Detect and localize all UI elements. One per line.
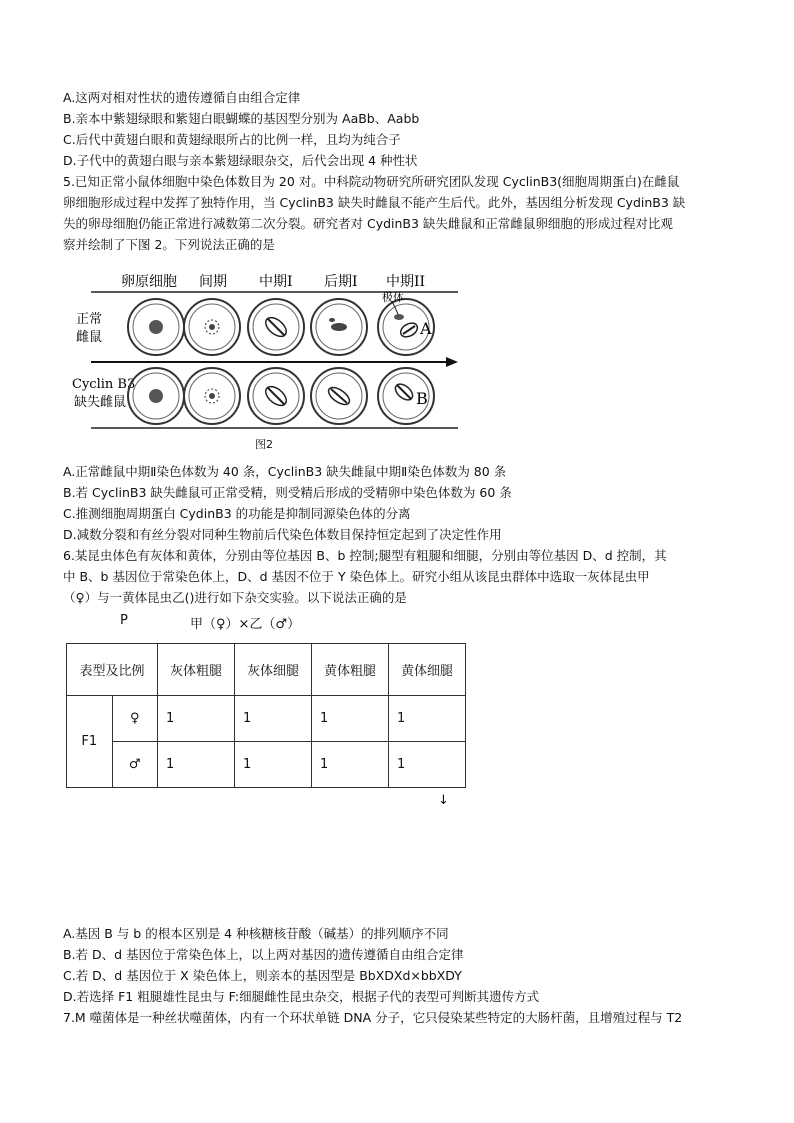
parent-cross: 甲（♀）×乙（♂） bbox=[190, 617, 301, 632]
cell-ko-interphase bbox=[184, 368, 240, 424]
q4-option-c: C.后代中黄翅白眼和黄翅绿眼所占的比例一样，且均为纯合子 bbox=[63, 132, 401, 147]
q6-stem-line: 6.某昆虫体色有灰体和黄体，分别由等位基因 B、b 控制;腿型有粗腿和细腿，分别由等位基因 D、d 控制，其 bbox=[63, 548, 667, 563]
polar-body-label: 极体 bbox=[382, 291, 404, 304]
q6-option-b: B.若 D、d 基因位于常染色体上，以上两对基因的遗传遵循自由组合定律 bbox=[63, 947, 464, 962]
cell-normal-interphase bbox=[184, 299, 240, 355]
q6-option-c: C.若 D、d 基因位于 X 染色体上，则亲本的基因型是 BbXDXd×bbXDY bbox=[63, 968, 462, 983]
table-header-cell: 表型及比例 bbox=[67, 644, 158, 696]
figure-caption: 图2 bbox=[255, 438, 273, 451]
table-header-cell: 黄体粗腿 bbox=[312, 644, 389, 696]
cell-normal-oogonium bbox=[128, 299, 184, 355]
table-cell: 1 bbox=[158, 742, 235, 788]
q5-stem-line: 察并绘制了下图 2。下列说法正确的是 bbox=[63, 237, 275, 252]
cell-division-figure bbox=[66, 266, 464, 450]
table-header-row bbox=[67, 644, 466, 696]
results-table bbox=[66, 643, 466, 788]
cell-normal-anaphase-i bbox=[311, 299, 367, 355]
parent-label: P bbox=[120, 613, 128, 628]
table-cell: 1 bbox=[389, 742, 466, 788]
table-row bbox=[67, 696, 466, 742]
stage-label: 中期I bbox=[259, 274, 293, 290]
sex-cell: ♀ bbox=[112, 696, 158, 742]
cell-ko-anaphase-i bbox=[311, 368, 367, 424]
table-cell: 1 bbox=[158, 696, 235, 742]
stage-label: 后期I bbox=[324, 274, 358, 290]
table-row bbox=[67, 742, 466, 788]
sex-cell: ♂ bbox=[112, 742, 158, 788]
q5-stem-line: 失的卵母细胞仍能正常进行减数第二次分裂。研究者对 CydinB3 缺失雌鼠和正常雌鼠卵细胞的形成过程对比观 bbox=[63, 216, 673, 231]
q4-option-a: A.这两对相对性状的遗传遵循自由组合定律 bbox=[63, 90, 301, 105]
stage-label: 卵原细胞 bbox=[121, 274, 177, 290]
q6-stem-line: 中 B、b 基因位于常染色体上，D、d 基因不位于 Y 染色体上。研究小组从该昆虫群体中选取一灰体昆虫甲 bbox=[63, 569, 650, 584]
table-cell: 1 bbox=[389, 696, 466, 742]
table-cell: 1 bbox=[312, 696, 389, 742]
q5-stem-line: 5.已知正常小鼠体细胞中染色体数目为 20 对。中科院动物研究所研究团队发现 CyclinB3(细胞周期蛋白)在雌鼠 bbox=[63, 174, 680, 189]
mark-a: A bbox=[420, 319, 432, 338]
q4-option-d: D.子代中的黄翅白眼与亲本紫翅绿眼杂交，后代会出现 4 种性状 bbox=[63, 153, 418, 168]
cell-ko-oogonium bbox=[128, 368, 184, 424]
q4-option-b: B.亲本中紫翅绿眼和紫翅白眼蝴蝶的基因型分别为 AaBb、Aabb bbox=[63, 111, 420, 126]
q6-stem-line: （♀）与一黄体昆虫乙()进行如下杂交实验。以下说法正确的是 bbox=[63, 590, 407, 605]
mark-b: B bbox=[416, 389, 428, 408]
cell-ko-metaphase-i bbox=[248, 368, 304, 424]
q7-stem-line: 7.M 噬菌体是一种丝状噬菌体，内有一个环状单链 DNA 分子，它只侵染某些特定的大肠杆菌，且增殖过程与 T2 bbox=[63, 1010, 683, 1025]
table-header-cell: 灰体粗腿 bbox=[158, 644, 235, 696]
q5-stem-line: 卵细胞形成过程中发挥了独特作用，当 CyclinB3 缺失时雌鼠不能产生后代。此外，基因组分析发现 CydinB3 缺 bbox=[63, 195, 686, 210]
q5-option-b: B.若 CyclinB3 缺失雌鼠可正常受精，则受精后形成的受精卵中染色体数为 60 条 bbox=[63, 485, 512, 500]
stage-label: 间期 bbox=[199, 274, 227, 290]
stage-label: 中期II bbox=[386, 274, 426, 290]
generation-label: F1 bbox=[67, 696, 113, 788]
q5-option-c: C.推测细胞周期蛋白 CydinB3 的功能是抑制同源染色体的分离 bbox=[63, 506, 411, 521]
q6-option-d: D.若选择 F1 粗腿雄性昆虫与 F:细腿雌性昆虫杂交，根据子代的表型可判断其遗传方式 bbox=[63, 989, 540, 1004]
row-label-normal: 正常 bbox=[76, 312, 103, 327]
down-arrow-icon: ↓ bbox=[438, 793, 449, 808]
cell-normal-metaphase-i bbox=[248, 299, 304, 355]
row-label-cyclin: Cyclin B3 bbox=[72, 377, 136, 392]
polar-body bbox=[394, 314, 404, 320]
table-cell: 1 bbox=[312, 742, 389, 788]
arrowhead-icon bbox=[446, 357, 458, 367]
table-header-cell: 灰体细腿 bbox=[235, 644, 312, 696]
q5-option-a: A.正常雌鼠中期Ⅱ染色体数为 40 条，CyclinB3 缺失雌鼠中期Ⅱ染色体数为 80 条 bbox=[63, 464, 507, 479]
row-label-cyclin: 缺失雌鼠 bbox=[74, 395, 127, 410]
q5-option-d: D.减数分裂和有丝分裂对同种生物前后代染色体数目保持恒定起到了决定性作用 bbox=[63, 527, 502, 542]
table-header-cell: 黄体细腿 bbox=[389, 644, 466, 696]
q6-option-a: A.基因 B 与 b 的根本区别是 4 种核糖核苷酸（碱基）的排列顺序不同 bbox=[63, 926, 449, 941]
table-cell: 1 bbox=[235, 696, 312, 742]
table-cell: 1 bbox=[235, 742, 312, 788]
row-label-normal: 雌鼠 bbox=[76, 330, 103, 345]
